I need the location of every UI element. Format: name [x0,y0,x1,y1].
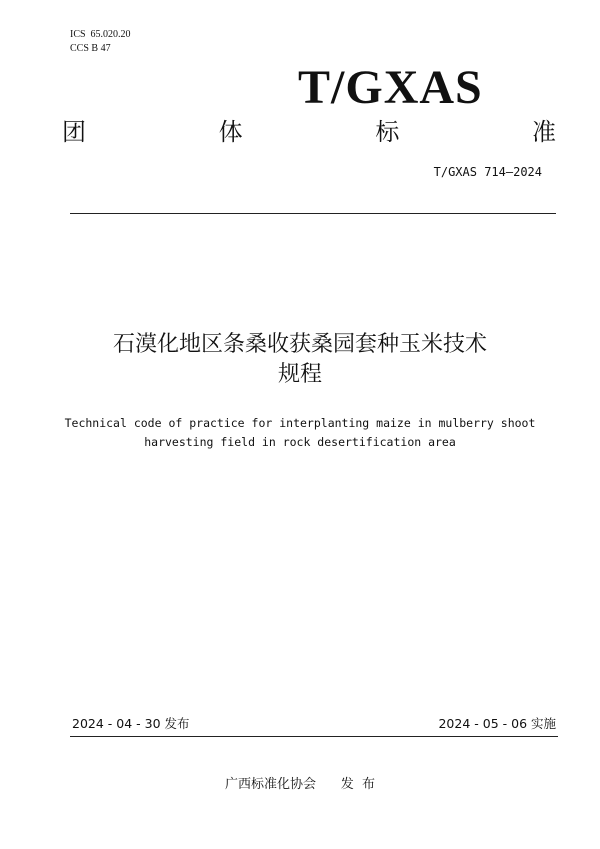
top-divider [70,213,556,214]
english-title [40,414,560,452]
ics-code: ICS 65.020.20 [70,29,131,40]
bottom-divider [70,736,558,737]
publisher-line [0,776,600,794]
standard-type [62,118,556,146]
publisher-name: 广西标准化协会 [224,777,316,792]
standard-type-char: 体 [218,118,243,146]
english-title-line: Technical code of practice for interplanting maize in mulberry shoot [64,416,536,430]
standard-number: T/GXAS 714—2024 [433,165,542,179]
chinese-title [40,330,560,390]
standard-logo: T/GXAS [298,61,483,114]
classification-codes [70,28,131,56]
chinese-title-line: 石漠化地区条桑收获桑园套种玉米技术 [112,332,487,357]
publish-label: 发 布 [340,777,376,792]
standard-type-char: 标 [375,118,400,146]
chinese-title-line: 规程 [277,362,322,387]
standard-type-char: 团 [62,118,86,146]
implementation-date: 2024 - 05 - 06 实施 [438,716,556,731]
ccs-code: CCS B 47 [70,43,111,54]
english-title-line: harvesting field in rock desertification area [144,435,456,449]
standard-type-char: 准 [531,118,556,146]
issue-date: 2024 - 04 - 30 发布 [72,716,190,731]
